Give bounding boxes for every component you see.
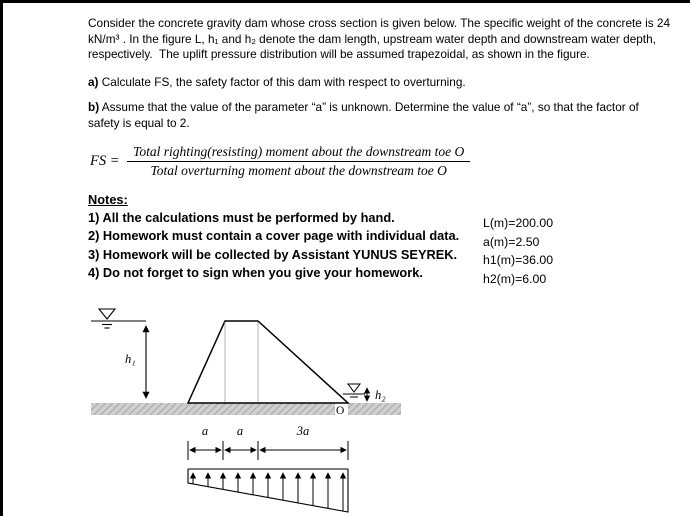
base-dimension-line xyxy=(188,441,348,460)
note-item-2: 2) Homework must contain a cover page with individual data. xyxy=(88,228,460,244)
upstream-water-level-icon xyxy=(91,309,146,328)
uplift-arrows xyxy=(193,473,343,511)
param-L: L(m)=200.00 xyxy=(483,216,554,230)
problem-statement-line3: respectively. The uplift pressure distribution will be assumed trapezoidal, as shown in the figure. xyxy=(88,47,590,62)
dam-body xyxy=(188,321,348,403)
dim-a2-label: a xyxy=(236,424,244,438)
question-a-label: a) xyxy=(88,75,99,89)
formula-numerator: Total righting(resisting) moment about the downstream toe O xyxy=(127,144,470,162)
param-h2: h2(m)=6.00 xyxy=(483,271,547,286)
problem-statement-line1: Consider the concrete gravity dam whose cross section is given below. The specific weight of the concrete is 24 xyxy=(88,16,671,30)
question-b-label: b) xyxy=(88,100,100,114)
question-b-text-line2: safety is equal to 2. xyxy=(88,115,190,130)
formula-lhs: FS = xyxy=(90,153,124,169)
question-b-text-line1: Assume that the value of the parameter “a” is unknown. Determine the value of “a”, so that the factor of xyxy=(99,100,639,114)
h1-label: h₁ xyxy=(125,352,136,366)
dim-a1-label: a xyxy=(201,424,209,438)
note-item-3: 3) Homework will be collected by Assistant YUNUS SEYREK. xyxy=(88,246,458,262)
question-a-text: Calculate FS, the safety factor of this dam with respect to overturning. xyxy=(98,75,466,89)
problem-statement-line2: kN/m³ . In the figure L, h₁ and h₂ denote the dam length, upstream water depth and downstream water depth, xyxy=(88,31,656,46)
ground-hatch-right xyxy=(348,403,401,415)
notes-title: Notes: xyxy=(88,192,128,207)
param-a: a(m)=2.50 xyxy=(483,234,540,249)
uplift-pressure-diagram xyxy=(188,469,348,512)
note-item-1: 1) All the calculations must be performed by hand. xyxy=(88,210,395,225)
dam-figure xyxy=(3,3,690,516)
note-item-4: 4) Do not forget to sign when you give your homework. xyxy=(88,265,423,281)
downstream-water-level-icon xyxy=(343,384,365,397)
formula-denominator: Total overturning moment about the downstream toe O xyxy=(150,163,447,178)
dim-3a-label: 3a xyxy=(296,424,310,438)
param-h1: h1(m)=36.00 xyxy=(483,253,554,267)
ground-hatch-left xyxy=(91,403,335,415)
h2-label: h₂ xyxy=(375,388,386,402)
toe-point-label: O xyxy=(336,405,345,417)
